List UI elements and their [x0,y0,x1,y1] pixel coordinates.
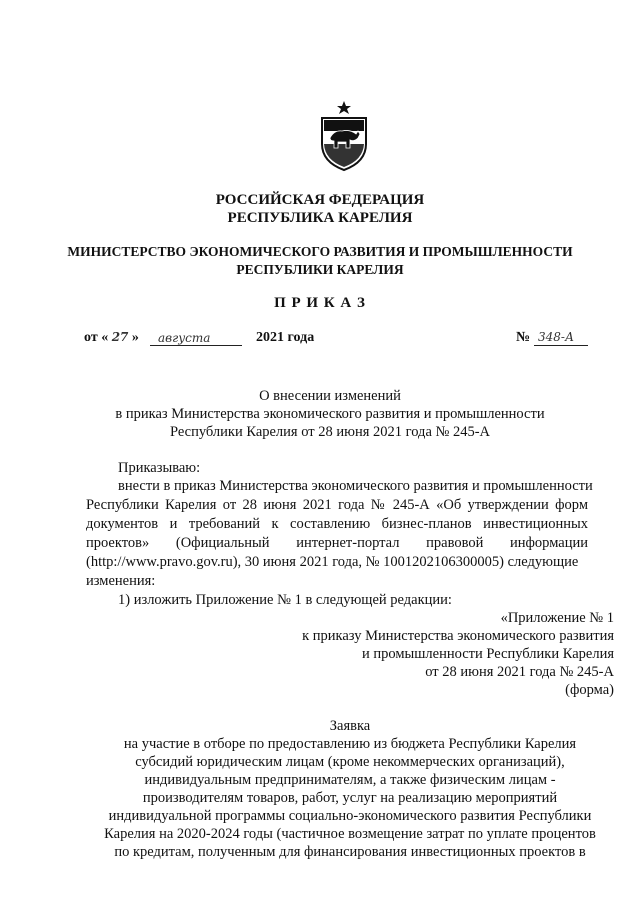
body-line-1: внести в приказ Министерства экономического развития и промышленности [118,478,593,494]
body-line-4 [86,535,588,552]
application-line-4: производителям товаров, работ, услуг на реализацию мероприятий [142,790,558,806]
appendix-ref-line3: от 28 июня 2021 года № 245-А [425,664,614,680]
body-line-3: документов и требований к составлению бизнес-планов инвестиционных [86,516,588,532]
application-line-3: индивидуальным предпринимателям, а также физическим лицам - [144,772,556,788]
date-open: от « [84,330,109,345]
month-underline [150,345,242,346]
order-number: 348-А [538,330,575,344]
application-line-6: Карелия на 2020-2024 годы (частичное возмещение затрат по уплате процентов [104,826,596,842]
karelia-coat-of-arms-icon [316,100,372,172]
body-line-2: Республики Карелия от 28 июня 2021 года № 245-А «Об утверждении форм [86,497,588,513]
order-number-label: № [516,330,531,345]
appendix-heading: «Приложение № 1 [500,610,614,626]
body-line-4-word4: правовой [426,535,484,551]
country-name: РОССИЙСКАЯ ФЕДЕРАЦИЯ [215,192,425,208]
application-line-1: на участие в отборе по предоставлению из бюджета Республики Карелия [123,736,577,752]
date-day: 27 [111,330,129,344]
application-line-7: по кредитам, полученным для финансирования инвестиционных проектов в [114,844,586,860]
body-line-4-word3: интернет-портал [296,535,400,551]
application-line-2: субсидий юридическим лицам (кроме некоммерческих организаций), [135,754,565,770]
ministry-name-line1: МИНИСТЕРСТВО ЭКОНОМИЧЕСКОГО РАЗВИТИЯ И ПРОМЫШЛЕННОСТИ [67,244,573,259]
body-line-4-word1: проектов» [86,535,150,551]
ministry-name-line2: РЕСПУБЛИКИ КАРЕЛИЯ [236,262,404,277]
date-month: августа [158,331,211,345]
date-close: » [131,330,139,345]
appendix-form-label: (форма) [565,682,614,698]
order-word: Приказываю: [118,460,201,476]
body-line-4-word5: информации [510,535,588,551]
republic-name: РЕСПУБЛИКА КАРЕЛИЯ [227,210,413,226]
application-title: Заявка [329,718,371,734]
date-prefix [84,330,139,346]
body-line-5: (http://www.pravo.gov.ru), 30 июня 2021 года, № 1001202106300005) следующие [86,554,579,570]
doc-type-heading: П Р И К А З [274,295,366,311]
application-line-5: индивидуальной программы социально-экономического развития Республики [108,808,592,824]
number-underline [534,345,588,346]
appendix-ref-line2: и промышленности Республики Карелия [361,646,614,662]
body-line-4-word2: (Официальный [175,535,270,551]
list-item-1: 1) изложить Приложение № 1 в следующей редакции: [118,592,452,608]
doc-title-line2: в приказ Министерства экономического развития и промышленности [115,406,545,422]
appendix-ref-line1: к приказу Министерства экономического развития [302,628,614,644]
doc-title-line1: О внесении изменений [259,388,401,404]
body-line-6: изменения: [86,573,156,589]
doc-title-line3: Республики Карелия от 28 июня 2021 года № 245-А [169,424,491,440]
date-year: 2021 года [256,330,315,345]
